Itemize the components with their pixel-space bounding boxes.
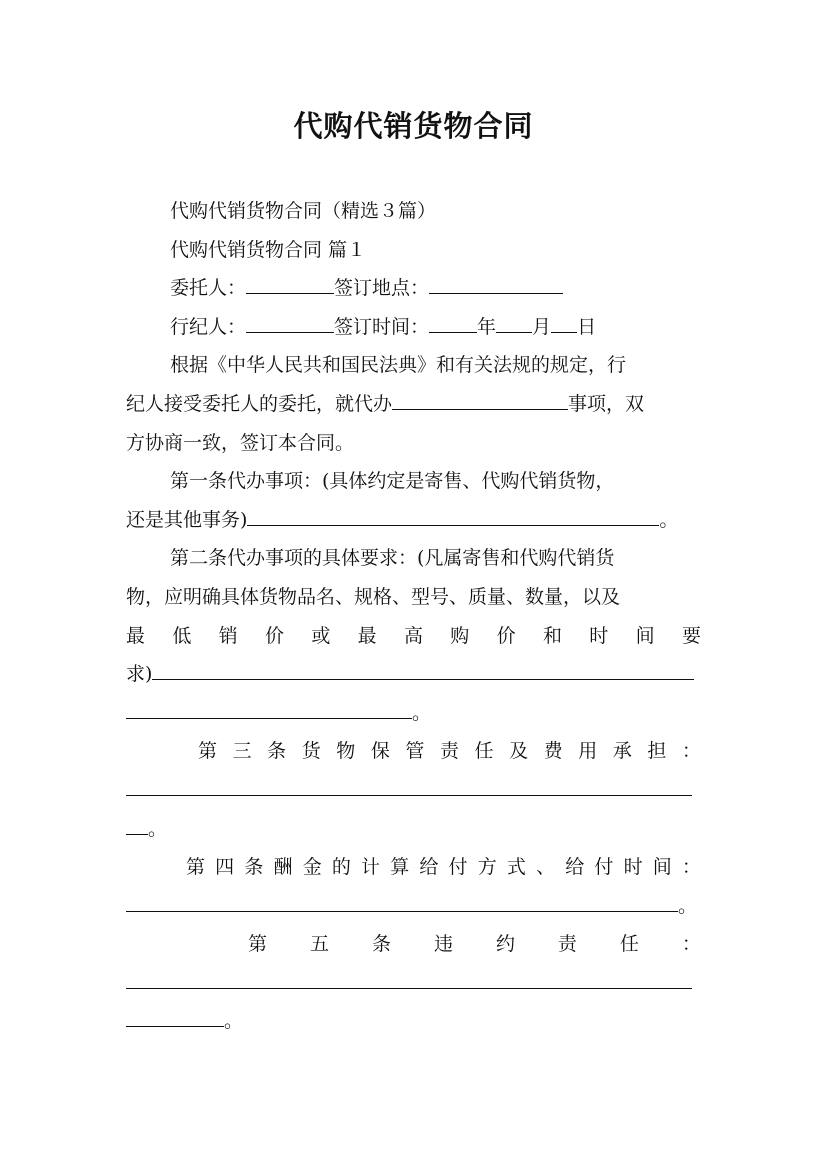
- sign-place-blank: [429, 275, 563, 294]
- article-1-line-1: 第一条代办事项：(具体约定是寄售、代购代销货物，: [170, 470, 615, 493]
- article-5-blank-line: [126, 964, 701, 1003]
- broker-line: [126, 308, 701, 347]
- article-4-blank-line: 。: [126, 887, 701, 926]
- year-label: 年: [477, 315, 497, 338]
- article-2-line-3: 最 低 销 价 或 最 高 购 价 和 时 间 要: [126, 624, 701, 647]
- article-2-blank-1: [152, 661, 694, 680]
- broker-blank: [246, 314, 334, 333]
- month-blank: [496, 314, 532, 333]
- preamble-line-2: 纪人接受委托人的委托，就代办 事项，双: [126, 385, 701, 424]
- article-5-end-line: 。: [126, 1002, 701, 1041]
- contract-body: [126, 192, 701, 1041]
- article-5-blank-1: [126, 970, 692, 989]
- matter-blank: [392, 391, 568, 410]
- part-heading: 代购代销货物合同 篇１: [170, 238, 367, 261]
- principal-label: 委托人：: [170, 277, 247, 300]
- article-1-blank: [247, 507, 659, 526]
- article-2-line-2: 物，应明确具体货物品名、规格、型号、质量、数量，以及: [126, 585, 621, 608]
- article-4-heading: 第 四 条 酬 金 的 计 算 给 付 方 式 、 给 付 时 间 ：: [186, 856, 701, 879]
- subtitle-line: 代购代销货物合同（精选３篇）: [170, 200, 437, 222]
- broker-label: 行纪人：: [170, 315, 247, 338]
- month-label: 月: [532, 315, 552, 338]
- article-2-line-4: 求): [126, 655, 701, 694]
- article-3-blank-1: [126, 777, 692, 796]
- day-blank: [551, 314, 577, 333]
- article-3-blank-2: [126, 815, 148, 834]
- principal-line: [126, 269, 701, 308]
- article-3-end-line: 。: [126, 810, 701, 849]
- article-4-blank: [126, 893, 678, 912]
- article-1-line-2: 还是其他事务) 。: [126, 501, 701, 540]
- sign-time-label: 签订时间：: [334, 315, 430, 338]
- article-2-line-1: 第二条代办事项的具体要求：(凡属寄售和代购代销货: [170, 547, 615, 570]
- principal-blank: [246, 275, 334, 294]
- preamble-line-1: 根据《中华人民共和国民法典》和有关法规的规定，行: [170, 354, 627, 377]
- article-5-blank-2: [126, 1008, 224, 1027]
- article-5-heading: 第 五 条 违 约 责 任 ：: [248, 933, 701, 956]
- sign-place-label: 签订地点：: [334, 277, 430, 300]
- document-title: 代购代销货物合同: [293, 109, 534, 143]
- day-label: 日: [577, 315, 597, 338]
- article-2-line-5: 。: [126, 694, 701, 733]
- article-2-blank-2: [126, 700, 412, 719]
- article-3-heading: 第 三 条 货 物 保 管 责 任 及 费 用 承 担 ：: [198, 740, 701, 763]
- article-3-blank-line: [126, 771, 701, 810]
- year-blank: [429, 314, 477, 333]
- preamble-line-3: 方协商一致，签订本合同。: [126, 431, 355, 454]
